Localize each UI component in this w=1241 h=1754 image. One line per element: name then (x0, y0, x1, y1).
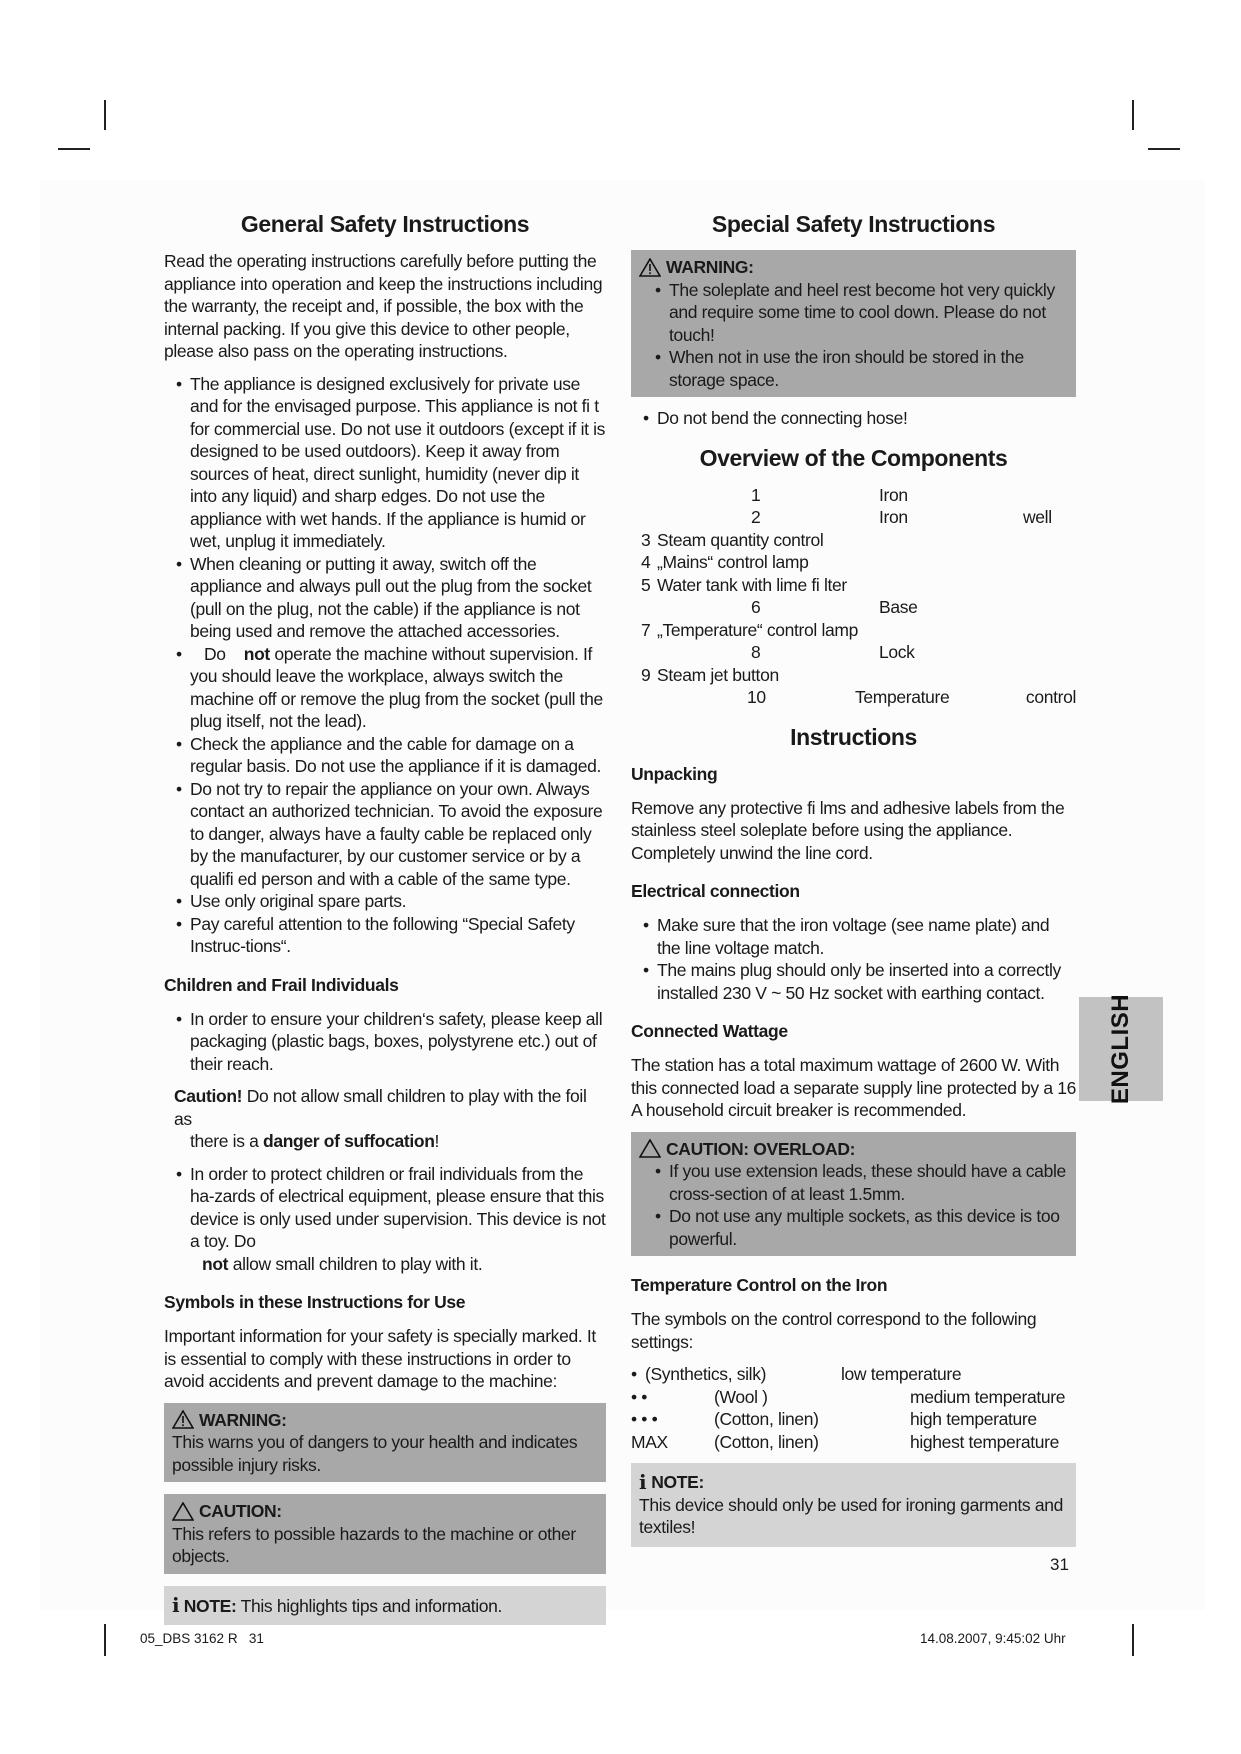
intro-paragraph: Read the operating instructions carefully before putting the appliance into operation and keep the instructions including the warranty, the receipt and, if possible, the box with the internal packing. If you give this device to other people, please also pass on the operating instructions. (164, 251, 603, 361)
caution-children-note (164, 1085, 606, 1153)
wattage-text: The station has a total maximum wattage of 2600 W. With this connected load a separate supply line protected by a 16 A household circuit breaker is recommended. (631, 1055, 1077, 1120)
footer-left: 05_DBS 3162 R 31 (140, 1631, 264, 1646)
caution-label: Caution! (174, 1086, 243, 1106)
list-item (164, 643, 606, 733)
list-item: • The soleplate and heel rest become hot very quickly and require some time to cool down. Please do not touch! (639, 279, 1068, 347)
warning-triangle-icon (639, 258, 661, 277)
note-label: NOTE: (651, 1472, 704, 1492)
list-item: • Use only original spare parts. (164, 890, 606, 913)
crop-mark (1132, 100, 1134, 130)
crop-mark (104, 1624, 106, 1656)
component-row: 6 Base (751, 597, 918, 617)
unpacking-heading: Unpacking (631, 763, 718, 784)
component-row: 5 Water tank with lime fi lter (641, 574, 847, 595)
list-item: • Make sure that the iron voltage (see name plate) and the line voltage match. (631, 914, 1076, 959)
temp-row: • • • (Cotton, linen) high temperature (631, 1409, 1037, 1429)
supervision-pre: Do (204, 643, 226, 664)
electrical-heading: Electrical connection (631, 881, 800, 901)
component-row: 10 Temperature control (747, 687, 1076, 707)
component-row: 1 Iron (751, 484, 908, 505)
warning-label: WARNING: (666, 257, 754, 277)
language-side-tab (1079, 993, 1163, 1105)
list-item: • The appliance is designed exclusively for private use and for the envisaged purpose. This appliance is not fi t for commercial use. Do not use it outdoors (except if it is designed to be used outdoors). Keep it away from sources of heat, direct sunlight, humidity (never dip it into any liquid) and sharp edges. Do not use the appliance with wet hands. If the appliance is humid or wet, unplug it immediately. (164, 373, 606, 553)
overload-box (631, 1132, 1076, 1257)
frail-bold: not (202, 1253, 229, 1274)
supervision-post: operate the machine without supervision. If you should leave the workplace, always switch the machine off or remove the plug from the socket (pull the plug itself, not the lead). (190, 643, 603, 731)
symbols-intro: Important information for your safety is specially marked. It is essential to comply with these instructions in order to avoid accidents and prevent damage to the machine: (164, 1326, 596, 1391)
list-item: • Do not use any multiple sockets, as this device is too powerful. (639, 1205, 1068, 1250)
symbols-heading: Symbols in these Instructions for Use (164, 1292, 466, 1312)
special-warning-box (631, 250, 1076, 397)
caution-label: CAUTION: (199, 1501, 282, 1521)
caution-children-text: Do not allow small children to play with the foil as (174, 1086, 587, 1129)
frail-end: allow small children to play with it. (232, 1253, 483, 1274)
list-item: • When not in use the iron should be stored in the storage space. (639, 346, 1068, 391)
caution-text: This refers to possible hazards to the machine or other objects. (172, 1523, 576, 1566)
temp-row: • • (Wool ) medium temperature (631, 1386, 1066, 1407)
overview-title: Overview of the Components (699, 444, 1008, 471)
list-item: • In order to ensure your children‘s safety, please keep all packaging (plastic bags, boxes, polystyrene etc.) out of their reach. (164, 1008, 606, 1076)
list-item: • If you use extension leads, these should have a cable cross-section of at least 1.5mm. (639, 1160, 1068, 1205)
instructions-title: Instructions (790, 723, 917, 750)
warning-box (164, 1403, 606, 1483)
component-row: 2 Iron well (751, 507, 1052, 527)
children-list (164, 1008, 606, 1076)
component-row: 7 „Temperature“ control lamp (641, 619, 858, 640)
list-item (164, 1163, 606, 1276)
component-row: 3 Steam quantity control (641, 529, 824, 550)
supervision-bold: not (243, 643, 270, 664)
page-number: 31 (1050, 1555, 1069, 1574)
info-icon: i (639, 1470, 647, 1494)
device-note-box (631, 1463, 1076, 1547)
crop-mark (1148, 148, 1180, 150)
warning-text: This warns you of dangers to your health and indicates possible injury risks. (172, 1432, 578, 1475)
list-item: • The mains plug should only be inserted into a correctly installed 230 V ~ 50 Hz socket with earthing contact. (631, 959, 1076, 1004)
crop-mark (104, 100, 106, 130)
hose-list (631, 407, 1076, 430)
unpacking-text: Remove any protective fi lms and adhesive labels from the stainless steel soleplate before using the appliance. Completely unwind the line cord. (631, 797, 1065, 863)
temp-row: MAX (Cotton, linen) highest temperature (631, 1431, 1059, 1452)
caution-box (164, 1494, 606, 1574)
caution-children-end: ! (434, 1131, 440, 1151)
temp-intro: The symbols on the control correspond to the following settings: (631, 1309, 1037, 1352)
temp-row: • (Synthetics, silk) low temperature (631, 1364, 962, 1384)
general-safety-list (164, 373, 606, 958)
list-item: • Do not try to repair the appliance on your own. Always contact an authorized technician. To avoid the exposure to danger, always have a faulty cable be replaced only by the manufacturer, by our customer service or by a qualifi ed person and with a cable of the same type. (164, 778, 606, 891)
wattage-heading: Connected Wattage (631, 1021, 788, 1041)
frail-text: In order to protect children or frail individuals from the ha-zards of electrical equipment, please ensure that this device is only used under supervision. This device is not a toy. Do (190, 1163, 606, 1251)
children-heading: Children and Frail Individuals (164, 974, 399, 995)
crop-mark (58, 148, 90, 150)
note-text: This device should only be used for ironing garments and textiles! (639, 1494, 1063, 1537)
component-row: 9 Steam jet button (641, 664, 779, 685)
list-item: • Check the appliance and the cable for damage on a regular basis. Do not use the appliance if it is damaged. (164, 733, 606, 778)
general-safety-title: General Safety Instructions (240, 211, 530, 237)
caution-children-text2: there is a (190, 1131, 259, 1151)
footer-right: 14.08.2007, 9:45:02 Uhr (920, 1631, 1066, 1646)
electrical-list (631, 914, 1076, 1004)
temp-table (631, 1363, 1076, 1453)
list-item: • Do not bend the connecting hose! (631, 407, 1076, 430)
component-row: 8 Lock (751, 642, 915, 662)
danger-of-suffocation: danger of suffocation (263, 1131, 435, 1151)
note-label: NOTE: (183, 1595, 237, 1616)
left-column (164, 210, 606, 1635)
special-safety-title: Special Safety Instructions (711, 211, 996, 237)
note-box (164, 1586, 606, 1626)
caution-triangle-icon (172, 1502, 194, 1521)
note-text: This highlights tips and information. (240, 1595, 503, 1616)
component-row: 4 „Mains“ control lamp (641, 552, 809, 572)
list-item: • Pay careful attention to the following “Special Safety Instruc-tions“. (164, 913, 606, 958)
caution-triangle-icon (639, 1139, 661, 1158)
right-column (631, 210, 1076, 1557)
list-item: • When cleaning or putting it away, switch off the appliance and always pull out the plug from the socket (pull on the plug, not the cable) if the appliance is not being used and remove the attached accessories. (164, 553, 606, 643)
warning-triangle-icon (172, 1410, 194, 1429)
info-icon: i (172, 1592, 180, 1617)
crop-mark (1132, 1624, 1134, 1656)
language-label: ENGLISH (1107, 993, 1134, 1105)
components-list (631, 484, 1076, 709)
warning-label: WARNING: (199, 1409, 287, 1430)
overload-label: CAUTION: OVERLOAD: (666, 1138, 856, 1159)
frail-list (164, 1163, 606, 1276)
temp-heading: Temperature Control on the Iron (631, 1275, 888, 1295)
